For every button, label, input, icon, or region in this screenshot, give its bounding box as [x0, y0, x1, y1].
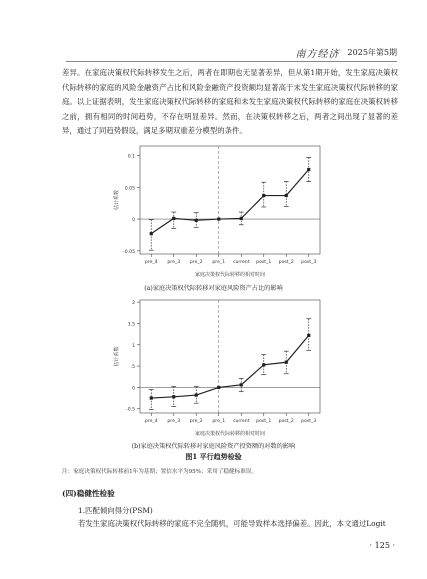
- y-tick-label: 2: [132, 301, 135, 307]
- estimate-point: [262, 363, 265, 366]
- estimate-point: [307, 334, 310, 337]
- x-tick-label: post_3: [301, 419, 317, 424]
- x-tick-label: pre_1: [212, 260, 226, 265]
- y-tick-label: 0.05: [124, 186, 135, 192]
- y-tick-label: 1.5: [127, 322, 135, 328]
- estimate-point: [150, 396, 153, 399]
- x-tick-label: pre_3: [167, 260, 181, 265]
- x-tick-label: post_2: [278, 260, 294, 265]
- chart-b-caption: (b)家庭决策权代际转移对家庭风险资产投资额的对数的影响: [131, 443, 296, 450]
- x-tick-label: pre_4: [144, 419, 158, 424]
- estimate-point: [150, 232, 153, 235]
- estimate-point: [240, 383, 243, 386]
- estimate-point: [285, 361, 288, 364]
- issue-label: 2025年第5期: [347, 47, 397, 57]
- x-tick-label: post_3: [301, 260, 317, 265]
- estimate-point: [172, 395, 175, 398]
- estimate-point: [217, 217, 220, 220]
- estimate-point: [217, 386, 220, 389]
- section-paragraph: 若发生家庭决策权代际转移的家庭不完全随机，可能导致样本选择偏差。因此，本文通过Logit: [78, 519, 386, 528]
- estimate-point: [195, 219, 198, 222]
- x-tick-label: pre_2: [189, 419, 203, 424]
- plot-frame: [140, 146, 320, 254]
- estimate-point: [240, 217, 243, 220]
- x-tick-label: pre_4: [144, 260, 158, 265]
- x-tick-label: post_1: [256, 419, 272, 424]
- subsection-title: 1.匹配倾向得分(PSM): [78, 506, 153, 515]
- plot-frame: [140, 300, 320, 413]
- y-axis-label: 估计系数: [114, 346, 120, 367]
- header-rule: [66, 61, 397, 62]
- journal-name: 南方经济: [295, 48, 340, 60]
- y-tick-label: 0.1: [127, 154, 135, 160]
- x-axis-label: 家庭决策权代际转移的相对时间: [194, 431, 266, 437]
- x-axis-label: 家庭决策权代际转移的相对时间: [194, 272, 266, 278]
- chart-b: [108, 294, 328, 439]
- section-title: (四)稳健性检验: [62, 489, 115, 498]
- y-axis-label: 估计系数: [114, 189, 120, 211]
- page-number: · 125 ·: [369, 541, 395, 550]
- x-tick-label: pre_2: [189, 260, 203, 265]
- y-tick-label: -0.05: [123, 249, 135, 255]
- y-tick-label: 0: [132, 218, 135, 224]
- figure-note: 注：家庭决策权代际转移前1年为基期；置信水平为95%；采用了稳健标准误。: [62, 469, 257, 475]
- chart-a-caption: (a)家庭决策权代际转移对家庭风险资产占比的影响: [144, 285, 283, 292]
- estimate-line: [151, 170, 309, 234]
- x-tick-label: pre_1: [212, 419, 226, 424]
- y-tick-label: 0: [132, 386, 135, 392]
- page-header: [66, 44, 397, 60]
- chart-a: [108, 140, 328, 280]
- x-tick-label: post_2: [278, 419, 294, 424]
- x-tick-label: pre_3: [167, 419, 181, 424]
- y-tick-label: -0.5: [126, 407, 135, 413]
- estimate-point: [307, 168, 310, 171]
- x-tick-label: current: [232, 419, 250, 424]
- figure-title: 图1 平行趋势检验: [185, 452, 242, 461]
- estimate-point: [172, 217, 175, 220]
- y-tick-label: .5: [130, 365, 135, 371]
- x-tick-label: current: [232, 260, 250, 265]
- estimate-point: [195, 393, 198, 396]
- estimate-point: [285, 194, 288, 197]
- body-paragraph: 差异。在家庭决策权代际转移发生之后，两者在即期也无显著差异，但从第1期开始，发生家庭决策权代际转移的家庭的风险金融资产占比和风险金融资产投资额均显著高于未发生家庭决策权代际转移的家庭。以上证据表明，发生家庭决策权代际转移的家庭和未发生家庭决策权代际转移的家庭在决策权转移之前，拥有相同的时间趋势，不存在明显差异。然而，在决策权转移之后，两者之间出现了显著的差异，通过了同趋势假设，满足多期双重差分模型的条件。: [62, 68, 398, 136]
- estimate-point: [262, 194, 265, 197]
- y-tick-label: 1: [132, 343, 135, 349]
- estimate-line: [151, 335, 309, 398]
- x-tick-label: post_1: [256, 260, 272, 265]
